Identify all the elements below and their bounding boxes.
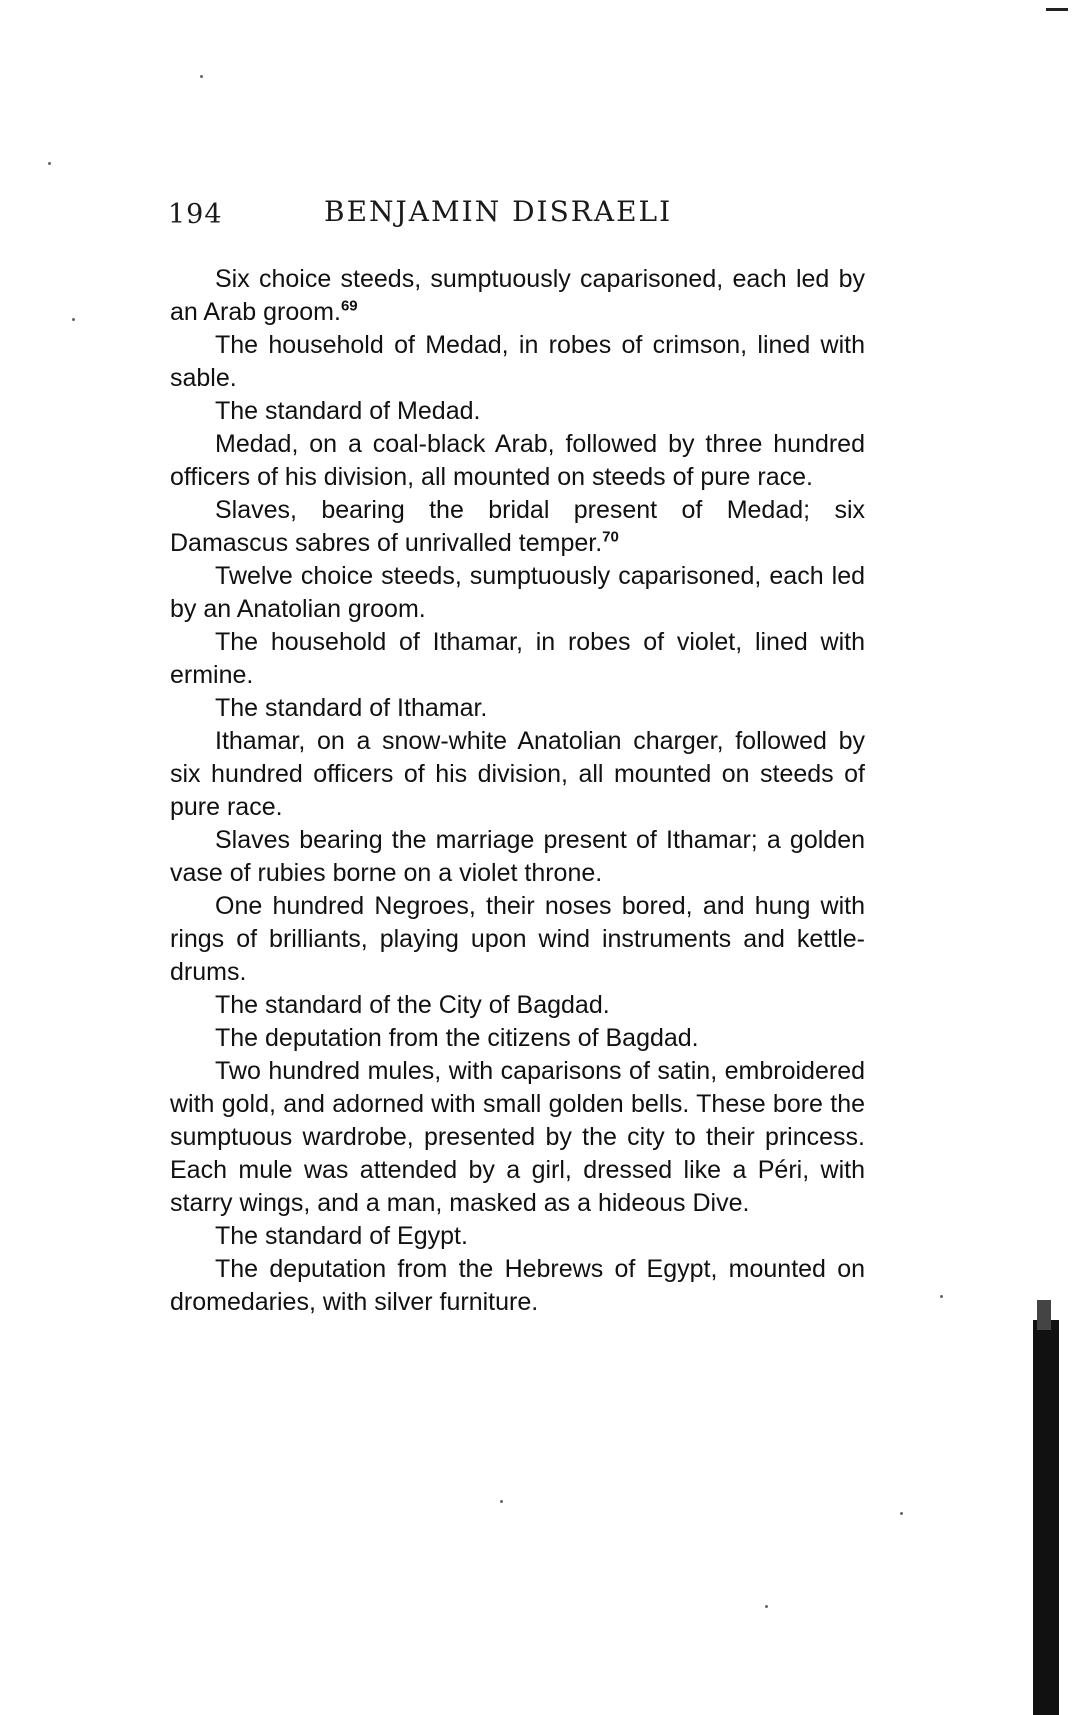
page-header bbox=[168, 195, 868, 239]
scan-speck bbox=[500, 1500, 503, 1503]
scan-speck bbox=[48, 162, 51, 165]
scan-corner-mark bbox=[1046, 8, 1068, 11]
scan-speck bbox=[940, 1295, 943, 1298]
scan-speck bbox=[900, 1512, 903, 1515]
paragraph: The household of Medad, in robes of crimson, lined with sable. bbox=[170, 331, 865, 392]
paragraph: The standard of the City of Bagdad. bbox=[215, 991, 610, 1019]
paragraph: The household of Ithamar, in robes of violet, lined with ermine. bbox=[170, 628, 865, 689]
paragraph: Two hundred mules, with caparisons of satin, embroidered with gold, and adorned with small golden bells. These bore the sumptuous wardrobe, presented by the city to their princess. Each mule was attended by a girl, dressed like a Péri, with starry wings, and a man, masked as a hideous Dive. bbox=[170, 1057, 865, 1217]
paragraph: The deputation from the citizens of Bagdad. bbox=[215, 1024, 699, 1052]
paragraph: Twelve choice steeds, sumptuously caparisoned, each led by an Anatolian groom. bbox=[170, 562, 865, 623]
paragraph: Medad, on a coal-black Arab, followed by three hundred officers of his division, all mounted on steeds of pure race. bbox=[170, 430, 865, 491]
paragraph: The deputation from the Hebrews of Egypt, mounted on dromedaries, with silver furniture. bbox=[170, 1255, 865, 1316]
binding-shadow bbox=[1033, 1320, 1059, 1715]
scan-speck bbox=[200, 75, 203, 78]
paragraph: The standard of Medad. bbox=[215, 397, 481, 425]
footnote-marker: 69 bbox=[340, 297, 358, 315]
paragraph: One hundred Negroes, their noses bored, and hung with rings of brilliants, playing upon wind instruments and kettle-drums. bbox=[170, 892, 865, 986]
paragraph: Six choice steeds, sumptuously caparisoned, each led by an Arab groom.$^{69}$ bbox=[170, 265, 865, 326]
scan-speck bbox=[765, 1605, 768, 1608]
paragraph: Slaves, bearing the bridal present of Medad; six Damascus sabres of unrivalled temper.$^{70}$ bbox=[170, 496, 865, 557]
body-text bbox=[170, 263, 865, 1319]
page-number: 194 bbox=[168, 199, 223, 230]
running-title: BENJAMIN DISRAELI bbox=[324, 195, 673, 228]
paragraph: Slaves bearing the marriage present of Ithamar; a golden vase of rubies borne on a violet throne. bbox=[170, 826, 865, 887]
footnote-marker: 70 bbox=[602, 528, 619, 546]
paragraph: The standard of Ithamar. bbox=[215, 694, 488, 722]
scan-speck bbox=[72, 318, 75, 321]
paragraph: The standard of Egypt. bbox=[215, 1222, 468, 1250]
paragraph: Ithamar, on a snow-white Anatolian charger, followed by six hundred officers of his division, all mounted on steeds of pure race. bbox=[170, 727, 865, 821]
